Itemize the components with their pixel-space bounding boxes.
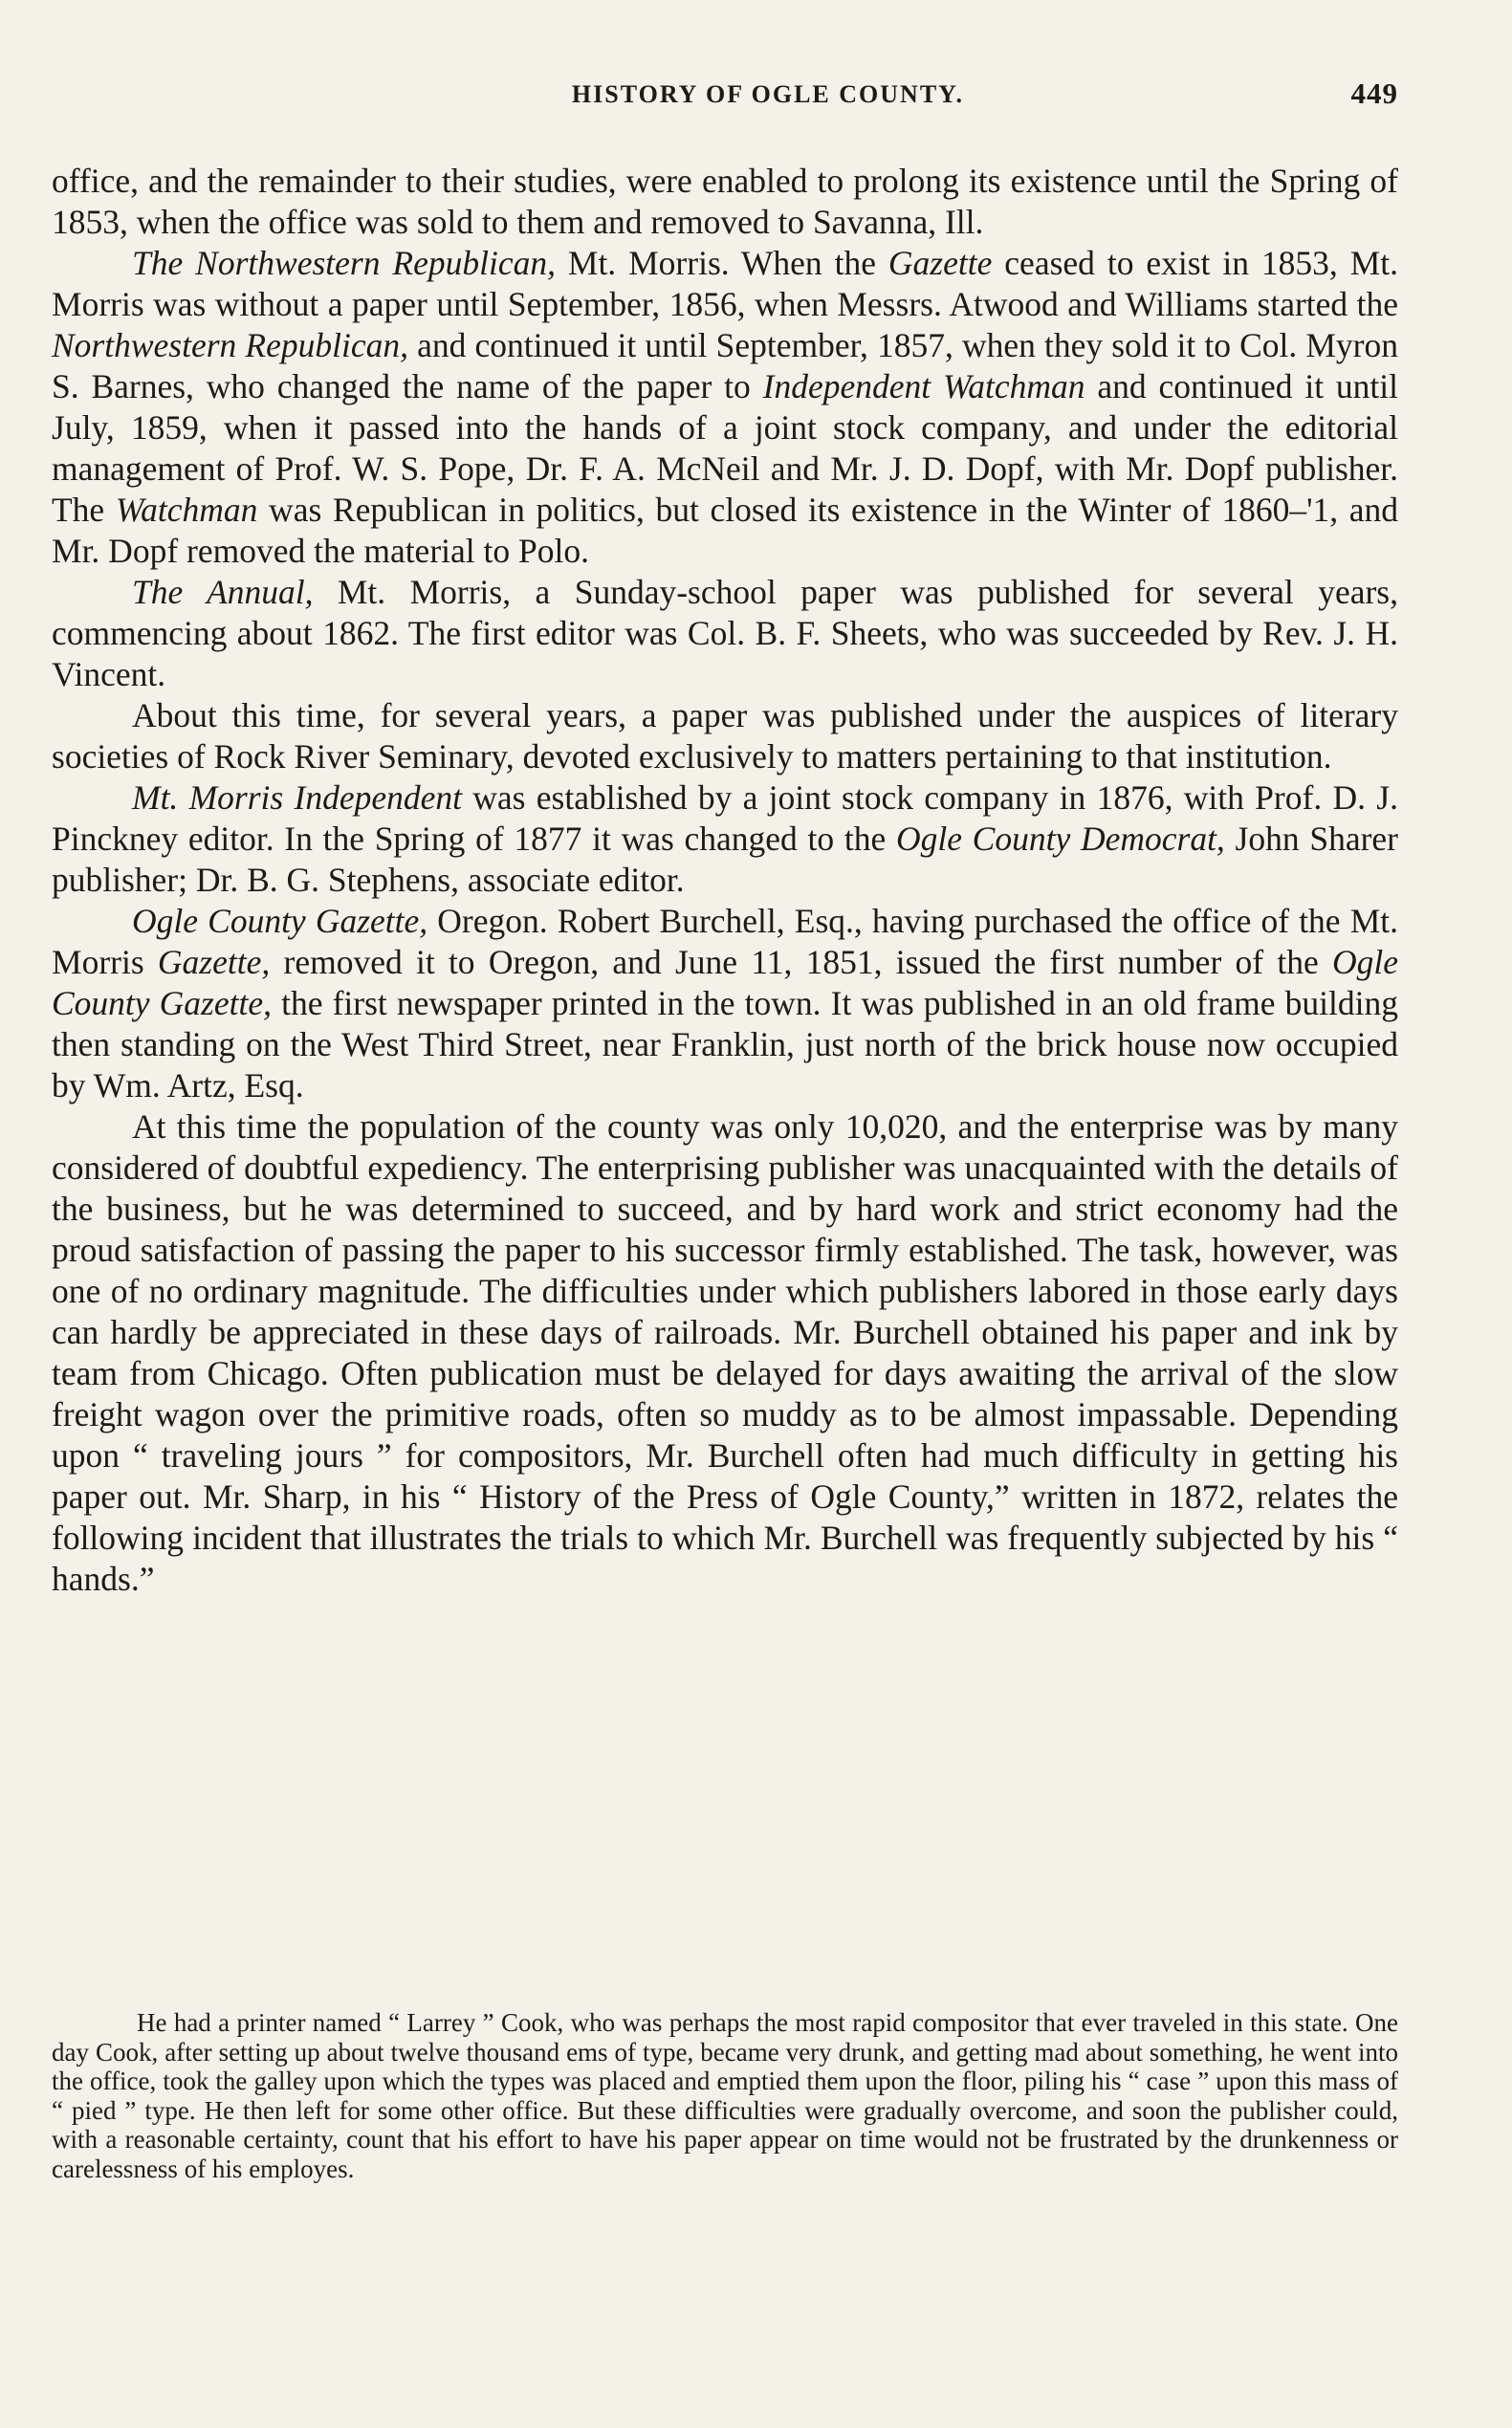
text-run: the first newspaper printed in the town. It was published in an old frame building then standing on the West Third Street, near Franklin, just north of the brick house now occupied by Wm. Artz, Esq.: [52, 984, 1398, 1105]
paragraph: [52, 695, 1398, 777]
paragraph: [52, 243, 1398, 572]
italic-text: Ogle County Gazette,: [132, 902, 428, 940]
paragraph: [52, 1106, 1398, 1600]
text-run: Oregon. Robert Burchell, Esq., having purchased the office of the Mt. Morris: [52, 902, 1399, 981]
text-run: Mt. Morris, a Sunday-school paper was published for several years, commencing about 1862. The first editor was Col. B. F. Sheets, who was succeeded by Rev. J. H. Vincent.: [52, 573, 1398, 693]
quote-paragraph: He had a printer named “ Larrey ” Cook, who was perhaps the most rapid compositor that ever traveled in this state. One day Cook, after setting up about twelve thousand ems of type, became very drunk, and getting mad about something, he went into the office, took the galley upon which the types was placed and emptied them upon the floor, piling his “ case ” upon this mass of “ pied ” type. He then left for some other office. But these difficulties were gradually overcome, and soon the publisher could, with a reasonable certainty, count that his effort to have his paper appear on time would not be frustrated by the drunkenness or carelessness of his employes.: [52, 2008, 1398, 2183]
paragraph: [52, 161, 1398, 243]
text-run: was established by a joint stock company in 1876, with Prof. D. J. Pinckney editor. In the Spring of 1877 it was changed to the: [52, 778, 1398, 858]
paragraph: [52, 901, 1398, 1106]
page-number: 449: [1350, 77, 1398, 110]
italic-text: The Annual,: [132, 573, 314, 611]
text-run: John Sharer publisher; Dr. B. G. Stephens, associate editor.: [52, 820, 1398, 899]
text-run: ceased to exist in 1853, Mt. Morris was without a paper until September, 1856, when Messrs. Atwood and Williams started the: [52, 244, 1399, 323]
text-run: removed it to Oregon, and June 11, 1851, issued the first number of the: [270, 943, 1332, 981]
italic-text: Gazette: [887, 244, 993, 282]
italic-text: Northwestern Republican,: [52, 326, 408, 364]
text-run: At this time the population of the county was only 10,020, and the enterprise was by many considered of doubtful expediency. The enterprising publisher was unacquainted with the details of the business, but he was determined to succeed, and by hard work and strict economy had the proud satisfaction of passing the paper to his successor firmly established. The task, however, was one of no ordinary magnitude. The difficulties under which publishers labored in those early days can hardly be appreciated in these days of railroads. Mr. Burchell obtained his paper and ink by team from Chicago. Often publication must be delayed for days awaiting the arrival of the slow freight wagon over the primitive roads, often so muddy as to be almost impassable. Depending upon “ traveling jours ” for compositors, Mr. Burchell often had much difficulty in getting his paper out. Mr. Sharp, in his “ History of the Press of Ogle County,” written in 1872, relates the following incident that illustrates the trials to which Mr. Burchell was frequently subjected by his “ hands.”: [52, 1107, 1398, 1598]
text-run: office, and the remainder to their studies, were enabled to prolong its existence until the Spring of 1853, when the office was sold to them and removed to Savanna, Ill.: [52, 162, 1398, 241]
italic-text: Ogle County Democrat,: [895, 820, 1225, 858]
block-quote: [52, 2008, 1398, 2183]
running-head: HISTORY OF OGLE COUNTY.: [571, 80, 965, 108]
paragraph: [52, 777, 1398, 901]
italic-text: Ogle County Gazette,: [52, 943, 1399, 1022]
italic-text: Mt. Morris Independent: [132, 778, 462, 817]
italic-text: Watchman: [115, 491, 258, 529]
page-header: [52, 77, 1398, 124]
text-run: was Republican in politics, but closed its existence in the Winter of 1860–'1, and Mr. Dopf removed the material to Polo.: [52, 491, 1399, 570]
text-run: Mt. Morris. When the: [555, 244, 888, 282]
italic-text: Gazette,: [157, 943, 271, 981]
text-run: About this time, for several years, a paper was published under the auspices of literary societies of Rock River Seminary, devoted exclusively to matters pertaining to that institution.: [52, 696, 1398, 776]
paragraph: [52, 572, 1398, 695]
text-run: and continued it until July, 1859, when it passed into the hands of a joint stock company, and under the editorial management of Prof. W. S. Pope, Dr. F. A. McNeil and Mr. J. D. Dopf, with Mr. Dopf publisher. The: [52, 367, 1399, 529]
italic-text: The Northwestern Republican,: [132, 244, 556, 282]
italic-text: Independent Watchman: [762, 367, 1085, 405]
text-run: and continued it until September, 1857, when they sold it to Col. Myron S. Barnes, who changed the name of the paper to: [52, 326, 1398, 405]
body-text: [52, 161, 1398, 1600]
